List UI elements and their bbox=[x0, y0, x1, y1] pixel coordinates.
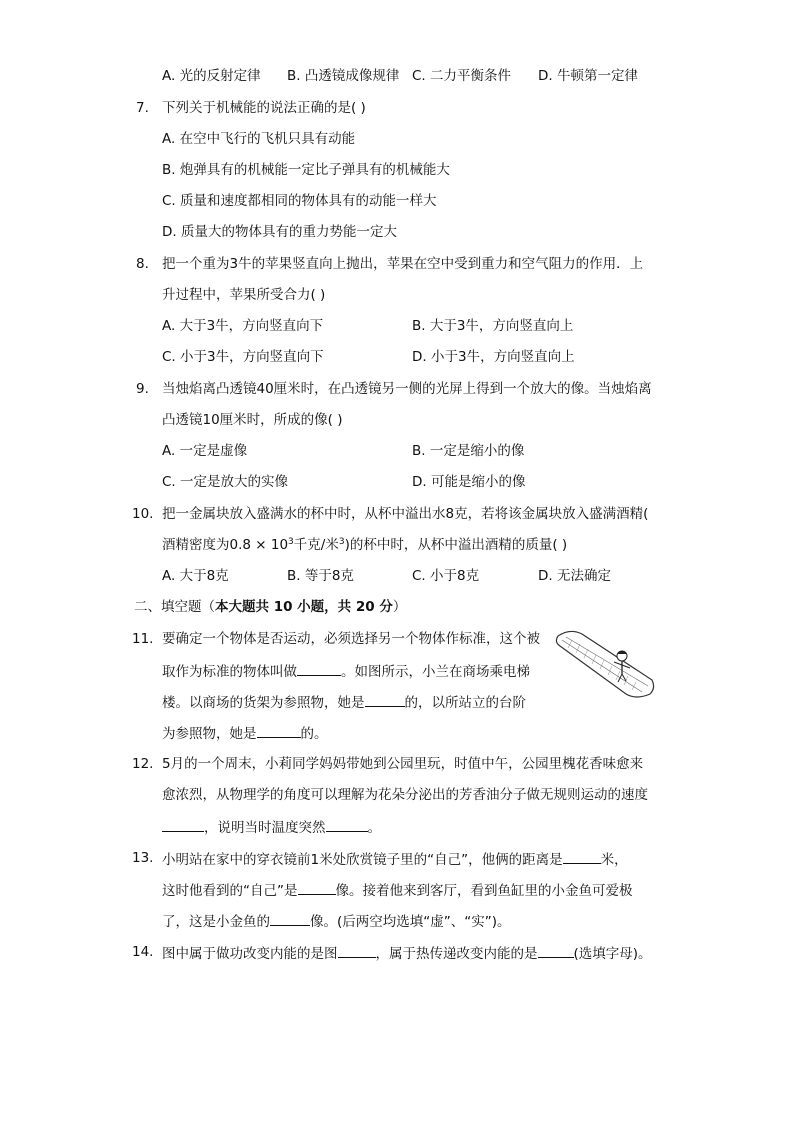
q9-option-d: D. 可能是缩小的像 bbox=[412, 474, 526, 490]
q7-option-d: D. 质量大的物体具有的重力势能一定大 bbox=[162, 224, 397, 240]
q9-option-b: B. 一定是缩小的像 bbox=[412, 443, 525, 459]
q11-line1: 要确定一个物体是否运动，必须选择另一个物体作标准，这个被 bbox=[162, 631, 540, 647]
q12-line1: 5月的一个周末，小莉同学妈妈带她到公园里玩，时值中午，公园里槐花香味愈来 bbox=[162, 756, 644, 772]
q12-line2: 愈浓烈，从物理学的角度可以理解为花朵分泌出的芳香油分子做无规则运动的速度 bbox=[162, 787, 648, 803]
q10-exponent: 3 bbox=[288, 537, 294, 547]
q8-number: 8. bbox=[136, 256, 149, 272]
q8-stem-line1: 把一个重为3牛的苹果竖直向上抛出，苹果在空中受到重力和空气阻力的作用．上 bbox=[162, 256, 644, 272]
q11-line4: 为参照物，她是 的。 bbox=[162, 723, 328, 743]
q10-stem-rest: )的杯中时，从杯中溢出酒精的质量( ) bbox=[344, 537, 568, 553]
q13-blank-1[interactable] bbox=[563, 849, 601, 864]
q13-blank-2[interactable] bbox=[298, 880, 336, 895]
q10-stem-line2 bbox=[162, 536, 567, 554]
q14-number: 14. bbox=[132, 944, 154, 960]
q6-option-a: A. 光的反射定律 bbox=[162, 68, 261, 84]
q6-option-c: C. 二力平衡条件 bbox=[412, 68, 512, 84]
q14-line1: 图中属于做功改变内能的是图 ，属于热传递改变内能的是 (选填字母)。 bbox=[162, 943, 652, 963]
q9-number: 9. bbox=[136, 381, 149, 397]
q8-option-b: B. 大于3牛，方向竖直向上 bbox=[412, 318, 574, 334]
q7-option-b: B. 炮弹具有的机械能一定比子弹具有的机械能大 bbox=[162, 162, 450, 178]
q13-number: 13. bbox=[132, 850, 154, 866]
q10-number: 10. bbox=[132, 506, 154, 522]
q11-blank-3[interactable] bbox=[257, 723, 301, 738]
q6-option-d: D. 牛顿第一定律 bbox=[538, 68, 638, 84]
q10-option-a: A. 大于8克 bbox=[162, 568, 229, 584]
q11-blank-2[interactable] bbox=[365, 692, 405, 707]
q12-blank-1[interactable] bbox=[162, 817, 204, 832]
q10-density-value: 酒精密度为0.8 × 10 bbox=[162, 537, 289, 553]
q10-option-c: C. 小于8克 bbox=[412, 568, 480, 584]
q7-option-c: C. 质量和速度都相同的物体具有的动能一样大 bbox=[162, 193, 437, 209]
q9-option-c: C. 一定是放大的实像 bbox=[162, 474, 289, 490]
q10-option-d: D. 无法确定 bbox=[538, 568, 611, 584]
q13-line2: 这时他看到的“自己”是 像。接着他来到客厅，看到鱼缸里的小金鱼可爱极 bbox=[162, 880, 633, 900]
q14-blank-1[interactable] bbox=[338, 943, 376, 958]
escalator-illustration bbox=[552, 628, 660, 700]
q10-option-b: B. 等于8克 bbox=[287, 568, 354, 584]
section-2-heading: 二、填空题（本大题共 10 小题，共 20 分） bbox=[134, 599, 407, 615]
q13-line3: 了，这是小金鱼的 像。(后两空均选填“虚”、“实”)。 bbox=[162, 911, 511, 931]
q14-blank-2[interactable] bbox=[538, 943, 574, 958]
q8-option-a: A. 大于3牛，方向竖直向下 bbox=[162, 318, 324, 334]
q11-number: 11. bbox=[132, 631, 154, 647]
q12-number: 12. bbox=[132, 756, 154, 772]
q8-option-c: C. 小于3牛，方向竖直向下 bbox=[162, 349, 324, 365]
q7-stem: 下列关于机械能的说法正确的是( ) bbox=[162, 100, 366, 116]
q11-blank-1[interactable] bbox=[297, 661, 341, 676]
q6-option-b: B. 凸透镜成像规律 bbox=[287, 68, 400, 84]
q9-option-a: A. 一定是虚像 bbox=[162, 443, 248, 459]
q7-number: 7. bbox=[136, 100, 149, 116]
q13-blank-3[interactable] bbox=[270, 911, 310, 926]
q11-line3: 楼。以商场的货架为参照物，她是 的，以所站立的台阶 bbox=[162, 692, 526, 712]
q10-unit-exponent: 3 bbox=[338, 537, 345, 547]
q11-line2: 取作为标准的物体叫做 。如图所示，小兰在商场乘电梯 bbox=[162, 661, 530, 681]
q9-stem-line1: 当烛焰离凸透镜40厘米时，在凸透镜另一侧的光屏上得到一个放大的像。当烛焰离 bbox=[162, 381, 652, 397]
q12-blank-2[interactable] bbox=[326, 817, 368, 832]
q12-line3: ，说明当时温度突然 。 bbox=[162, 817, 381, 837]
q8-stem-line2: 升过程中，苹果所受合力( ) bbox=[162, 287, 326, 303]
q13-line1: 小明站在家中的穿衣镜前1米处欣赏镜子里的“自己”，他俩的距离是 米， bbox=[162, 849, 628, 869]
q10-stem-line1: 把一金属块放入盛满水的杯中时，从杯中溢出水8克，若将该金属块放入盛满酒精( bbox=[162, 506, 649, 522]
q7-option-a: A. 在空中飞行的飞机只具有动能 bbox=[162, 131, 356, 147]
q10-density-unit: 千克/米 bbox=[293, 537, 339, 553]
q8-option-d: D. 小于3牛，方向竖直向上 bbox=[412, 349, 575, 365]
q9-stem-line2: 凸透镜10厘米时，所成的像( ) bbox=[162, 412, 343, 428]
